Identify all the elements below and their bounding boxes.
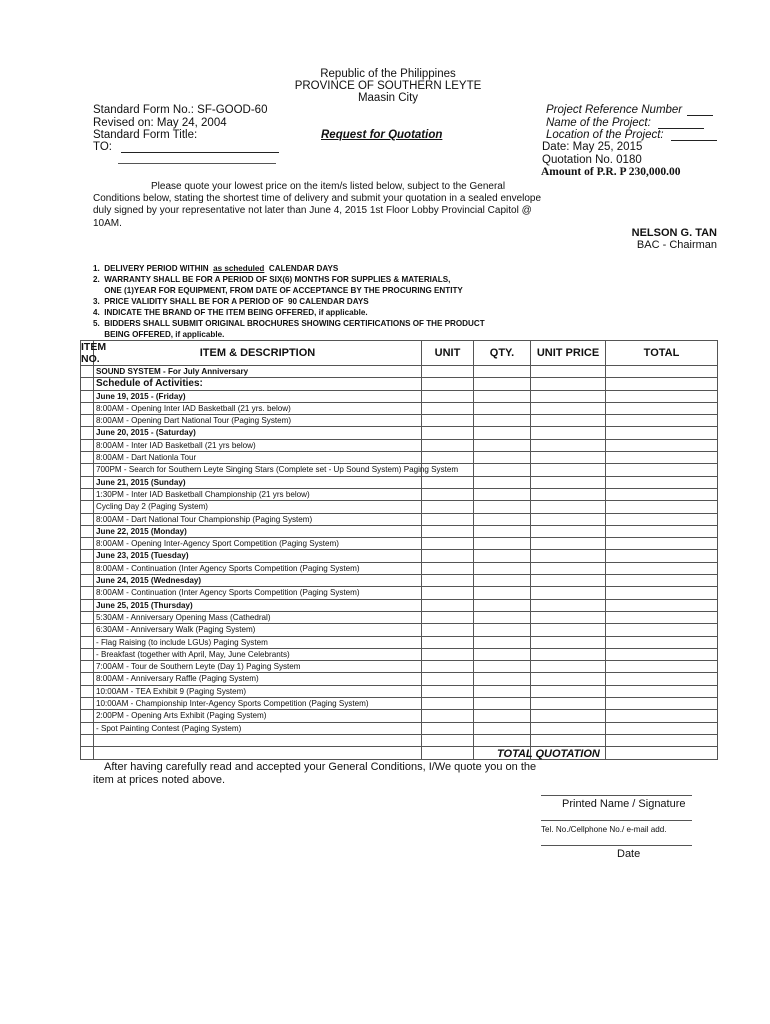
unit-price-cell [531,464,606,476]
qty-cell [474,415,531,427]
table-row [81,599,718,611]
total-cell [606,378,718,390]
item-description: Cycling Day 2 (Paging System) [94,501,422,513]
item-no-cell [81,661,94,673]
total-cell [606,698,718,710]
unit-price-cell [531,734,606,746]
unit-price-cell [531,390,606,402]
unit-price-cell [531,611,606,623]
total-cell [606,415,718,427]
item-no-cell [81,698,94,710]
item-description: 10:00AM - TEA Exhibit 9 (Paging System) [94,685,422,697]
unit-price-cell [531,710,606,722]
item-description: - Flag Raising (to include LGUs) Paging System [94,636,422,648]
item-description: 1:30PM - Inter IAD Basketball Championship (21 yrs below) [94,488,422,500]
bac-chairman-title: BAC - Chairman [636,239,717,251]
total-cell [606,452,718,464]
item-no-cell [81,378,94,390]
item-description: Schedule of Activities: [94,378,422,390]
unit-price-cell [531,636,606,648]
table-row [81,685,718,697]
total-cell [606,464,718,476]
item-no-cell [81,587,94,599]
qty-cell [474,698,531,710]
qty-cell [474,550,531,562]
unit-price-cell [531,587,606,599]
contact-line [541,820,692,821]
total-cell [606,525,718,537]
total-cell [606,562,718,574]
item-description: June 21, 2015 (Sunday) [94,476,422,488]
total-cell [606,710,718,722]
standard-form-number: Standard Form No.: SF-GOOD-60 [93,104,268,116]
total-cell [606,673,718,685]
table-row [81,636,718,648]
unit-price-cell [531,366,606,378]
item-description: - Spot Painting Contest (Paging System) [94,722,422,734]
unit-cell [422,452,474,464]
qty-cell [474,366,531,378]
item-no-cell [81,366,94,378]
unit-price-cell [531,673,606,685]
qty-cell [474,402,531,414]
item-no-cell [81,747,94,759]
table-row [81,624,718,636]
printed-name-label: Printed Name / Signature [562,798,686,810]
unit-price-cell [531,488,606,500]
unit-price-cell [531,415,606,427]
qty-cell [474,562,531,574]
to-line-2 [118,163,276,164]
item-description: 5:30AM - Anniversary Opening Mass (Cathedral) [94,611,422,623]
qty-cell [474,525,531,537]
item-description: June 24, 2015 (Wednesday) [94,575,422,587]
unit-cell [422,624,474,636]
item-description [94,747,422,759]
unit-cell [422,427,474,439]
table-row [81,402,718,414]
condition-1: 1. DELIVERY PERIOD WITHIN as scheduled CALENDAR DAYS [93,264,339,273]
item-no-cell [81,513,94,525]
to-line-1 [121,152,279,153]
project-reference: Project Reference Number [546,104,713,116]
condition-2a: 2. WARRANTY SHALL BE FOR A PERIOD OF SIX(6) MONTHS FOR SUPPLIES & MATERIALS, [93,275,451,284]
qty-cell [474,538,531,550]
header-qty: QTY. [474,341,531,366]
table-row [81,648,718,660]
qty-cell [474,476,531,488]
item-no-cell [81,439,94,451]
item-description: June 20, 2015 - (Saturday) [94,427,422,439]
table-row [81,366,718,378]
item-description: 10:00AM - Championship Inter-Agency Sports Competition (Paging System) [94,698,422,710]
table-row [81,661,718,673]
unit-cell [422,685,474,697]
qty-cell [474,685,531,697]
table-row [81,525,718,537]
table-row [81,501,718,513]
table-row [81,452,718,464]
qty-cell [474,427,531,439]
total-cell [606,587,718,599]
item-no-cell [81,710,94,722]
unit-cell [422,661,474,673]
item-description: 8:00AM - Opening Dart National Tour (Paging System) [94,415,422,427]
total-cell [606,661,718,673]
item-description: 6:30AM - Anniversary Walk (Paging System) [94,624,422,636]
qty-cell [474,378,531,390]
condition-5a: 5. BIDDERS SHALL SUBMIT ORIGINAL BROCHURES SHOWING CERTIFICATIONS OF THE PRODUCT [93,319,485,328]
item-no-cell [81,673,94,685]
table-row [81,611,718,623]
item-no-cell [81,562,94,574]
unit-price-cell [531,562,606,574]
item-no-cell [81,685,94,697]
item-no-cell [81,648,94,660]
table-row [81,538,718,550]
total-cell [606,685,718,697]
project-location: Location of the Project: [546,129,717,141]
qty-cell [474,464,531,476]
unit-price-cell [531,550,606,562]
unit-price-cell [531,501,606,513]
qty-cell [474,587,531,599]
table-row [81,427,718,439]
item-description: 8:00AM - Inter IAD Basketball (21 yrs below) [94,439,422,451]
unit-price-cell [531,427,606,439]
total-cell [606,747,718,759]
total-cell [606,439,718,451]
unit-price-cell [531,378,606,390]
item-no-cell [81,550,94,562]
item-no-cell [81,636,94,648]
item-no-cell [81,476,94,488]
table-row [81,734,718,746]
qty-cell [474,734,531,746]
item-no-cell [81,415,94,427]
qty-cell [474,501,531,513]
total-cell [606,476,718,488]
header-republic: Republic of the Philippines [320,68,456,80]
unit-cell [422,599,474,611]
total-cell [606,599,718,611]
qty-cell [474,488,531,500]
unit-cell [422,439,474,451]
condition-4: 4. INDICATE THE BRAND OF THE ITEM BEING OFFERED, if applicable. [93,308,368,317]
item-description: 8:00AM - Opening Inter IAD Basketball (21 yrs. below) [94,402,422,414]
item-description: June 23, 2015 (Tuesday) [94,550,422,562]
total-cell [606,390,718,402]
qty-cell [474,722,531,734]
unit-cell [422,648,474,660]
item-no-cell [81,611,94,623]
total-cell [606,538,718,550]
unit-cell [422,587,474,599]
table-row [81,390,718,402]
unit-cell [422,501,474,513]
total-cell [606,513,718,525]
header-unit: UNIT [422,341,474,366]
qty-cell [474,575,531,587]
qty-cell [474,599,531,611]
table-row [81,562,718,574]
quotation-number: Quotation No. 0180 [542,154,642,166]
unit-cell [422,575,474,587]
table-row [81,698,718,710]
total-cell [606,611,718,623]
item-description: SOUND SYSTEM - For July Anniversary [94,366,422,378]
unit-price-cell [531,525,606,537]
unit-price-cell [531,452,606,464]
item-no-cell [81,575,94,587]
item-no-cell [81,488,94,500]
qty-cell [474,710,531,722]
unit-cell [422,710,474,722]
unit-cell [422,722,474,734]
table-row [81,415,718,427]
item-description: June 22, 2015 (Monday) [94,525,422,537]
qty-cell [474,673,531,685]
item-description: 8:00AM - Anniversary Raffle (Paging System) [94,673,422,685]
item-no-cell [81,599,94,611]
table-row [81,378,718,390]
item-no-cell [81,525,94,537]
total-cell [606,575,718,587]
header-item-no: ITEM NO. [81,341,107,365]
item-description: 2:00PM - Opening Arts Exhibit (Paging System) [94,710,422,722]
unit-price-cell [531,661,606,673]
total-cell [606,722,718,734]
unit-cell [422,611,474,623]
unit-cell [422,636,474,648]
revised-date: Revised on: May 24, 2004 [93,117,227,129]
to-label: TO: [93,141,112,153]
item-no-cell [81,464,94,476]
header-city: Maasin City [357,92,419,104]
unit-price-cell [531,698,606,710]
quotation-date: Date: May 25, 2015 [542,141,643,153]
unit-cell [422,378,474,390]
table-row [81,587,718,599]
qty-cell [474,648,531,660]
qty-cell [474,513,531,525]
unit-cell [422,673,474,685]
unit-cell [422,538,474,550]
unit-cell [422,390,474,402]
unit-price-cell [531,624,606,636]
unit-cell [422,366,474,378]
date-line [541,845,692,846]
item-no-cell [81,624,94,636]
table-row [81,550,718,562]
unit-cell [422,734,474,746]
form-title: Request for Quotation [321,129,443,141]
unit-cell [422,415,474,427]
item-description: June 25, 2015 (Thursday) [94,599,422,611]
unit-price-cell [531,538,606,550]
form-title-label: Standard Form Title: [93,129,198,141]
header-unit-price: UNIT PRICE [531,341,606,366]
qty-cell [474,624,531,636]
item-description: 8:00AM - Dart Nationla Tour [94,452,422,464]
total-cell [606,427,718,439]
header-description: ITEM & DESCRIPTION [94,341,422,366]
total-cell [606,624,718,636]
header-province: PROVINCE OF SOUTHERN LEYTE [294,80,482,92]
item-description [94,734,422,746]
total-cell [606,550,718,562]
unit-cell [422,550,474,562]
table-row [81,722,718,734]
unit-price-cell [531,476,606,488]
unit-price-cell [531,722,606,734]
unit-cell [422,488,474,500]
item-description: 8:00AM - Continuation (Inter Agency Sports Competition (Paging System) [94,562,422,574]
qty-cell [474,661,531,673]
condition-5b: BEING OFFERED, if applicable. [93,330,225,339]
item-no-cell [81,390,94,402]
unit-price-cell [531,599,606,611]
project-name: Name of the Project: [546,117,704,129]
unit-price-cell [531,648,606,660]
table-row [81,575,718,587]
item-description: June 19, 2015 - (Friday) [94,390,422,402]
unit-cell [422,513,474,525]
unit-price-cell [531,685,606,697]
item-no-cell [81,452,94,464]
item-no-cell [81,734,94,746]
unit-price-cell [531,439,606,451]
amount-pr: Amount of P.R. P 230,000.00 [541,166,681,178]
unit-cell [422,476,474,488]
item-description: 7:00AM - Tour de Southern Leyte (Day 1) Paging System [94,661,422,673]
table-row [81,747,718,759]
quotation-table [80,340,718,760]
unit-cell [422,525,474,537]
qty-cell [474,636,531,648]
header-total: TOTAL [606,341,718,366]
unit-price-cell [531,575,606,587]
item-description: 8:00AM - Dart National Tour Championship (Paging System) [94,513,422,525]
contact-label: Tel. No./Cellphone No./ e-mail add. [541,825,667,834]
item-no-cell [81,501,94,513]
condition-3: 3. PRICE VALIDITY SHALL BE FOR A PERIOD OF 90 CALENDAR DAYS [93,297,369,306]
bac-chairman-name: NELSON G. TAN [631,227,717,239]
total-cell [606,734,718,746]
table-row [81,464,718,476]
intro-paragraph: Please quote your lowest price on the item/s listed below, subject to the General Conditions below, stating the shortest time of delivery and submit your quotation in a sealed envelope duly signed by your representative not later than June 4, 2015 1st Floor Lobby Provincial Capitol @ 10AM. [93,181,542,229]
table-header-row [81,341,718,366]
table-row [81,710,718,722]
table-row [81,673,718,685]
signature-line [541,795,692,796]
item-no-cell [81,538,94,550]
date-label: Date [617,848,641,860]
total-quotation-label: TOTAL QUOTATION [497,748,600,760]
qty-cell [474,452,531,464]
table-row [81,476,718,488]
item-no-cell [81,402,94,414]
total-cell [606,402,718,414]
item-description: 8:00AM - Opening Inter-Agency Sport Competition (Paging System) [94,538,422,550]
qty-cell [474,390,531,402]
item-no-cell [81,722,94,734]
to-field [93,141,279,153]
condition-2b: ONE (1)YEAR FOR EQUIPMENT, FROM DATE OF ACCEPTANCE BY THE PROCURING ENTITY [93,286,463,295]
table-row [81,488,718,500]
item-description: 700PM - Search for Southern Leyte Singing Stars (Complete set - Up Sound System) Paging System [94,464,422,476]
item-no-cell [81,427,94,439]
unit-cell [422,402,474,414]
total-cell [606,648,718,660]
unit-cell [422,698,474,710]
unit-cell [422,562,474,574]
item-description: 8:00AM - Continuation (Inter Agency Sports Competition (Paging System) [94,587,422,599]
total-cell [606,366,718,378]
qty-cell [474,611,531,623]
total-cell [606,636,718,648]
unit-cell [422,747,474,759]
acceptance-statement: After having carefully read and accepted your General Conditions, I/We quote you on the item at prices noted above. [93,761,537,786]
table-row [81,513,718,525]
unit-price-cell [531,513,606,525]
unit-price-cell [531,402,606,414]
table-row [81,439,718,451]
item-description: - Breakfast (together with April, May, June Celebrants) [94,648,422,660]
qty-cell [474,439,531,451]
total-cell [606,501,718,513]
total-cell [606,488,718,500]
